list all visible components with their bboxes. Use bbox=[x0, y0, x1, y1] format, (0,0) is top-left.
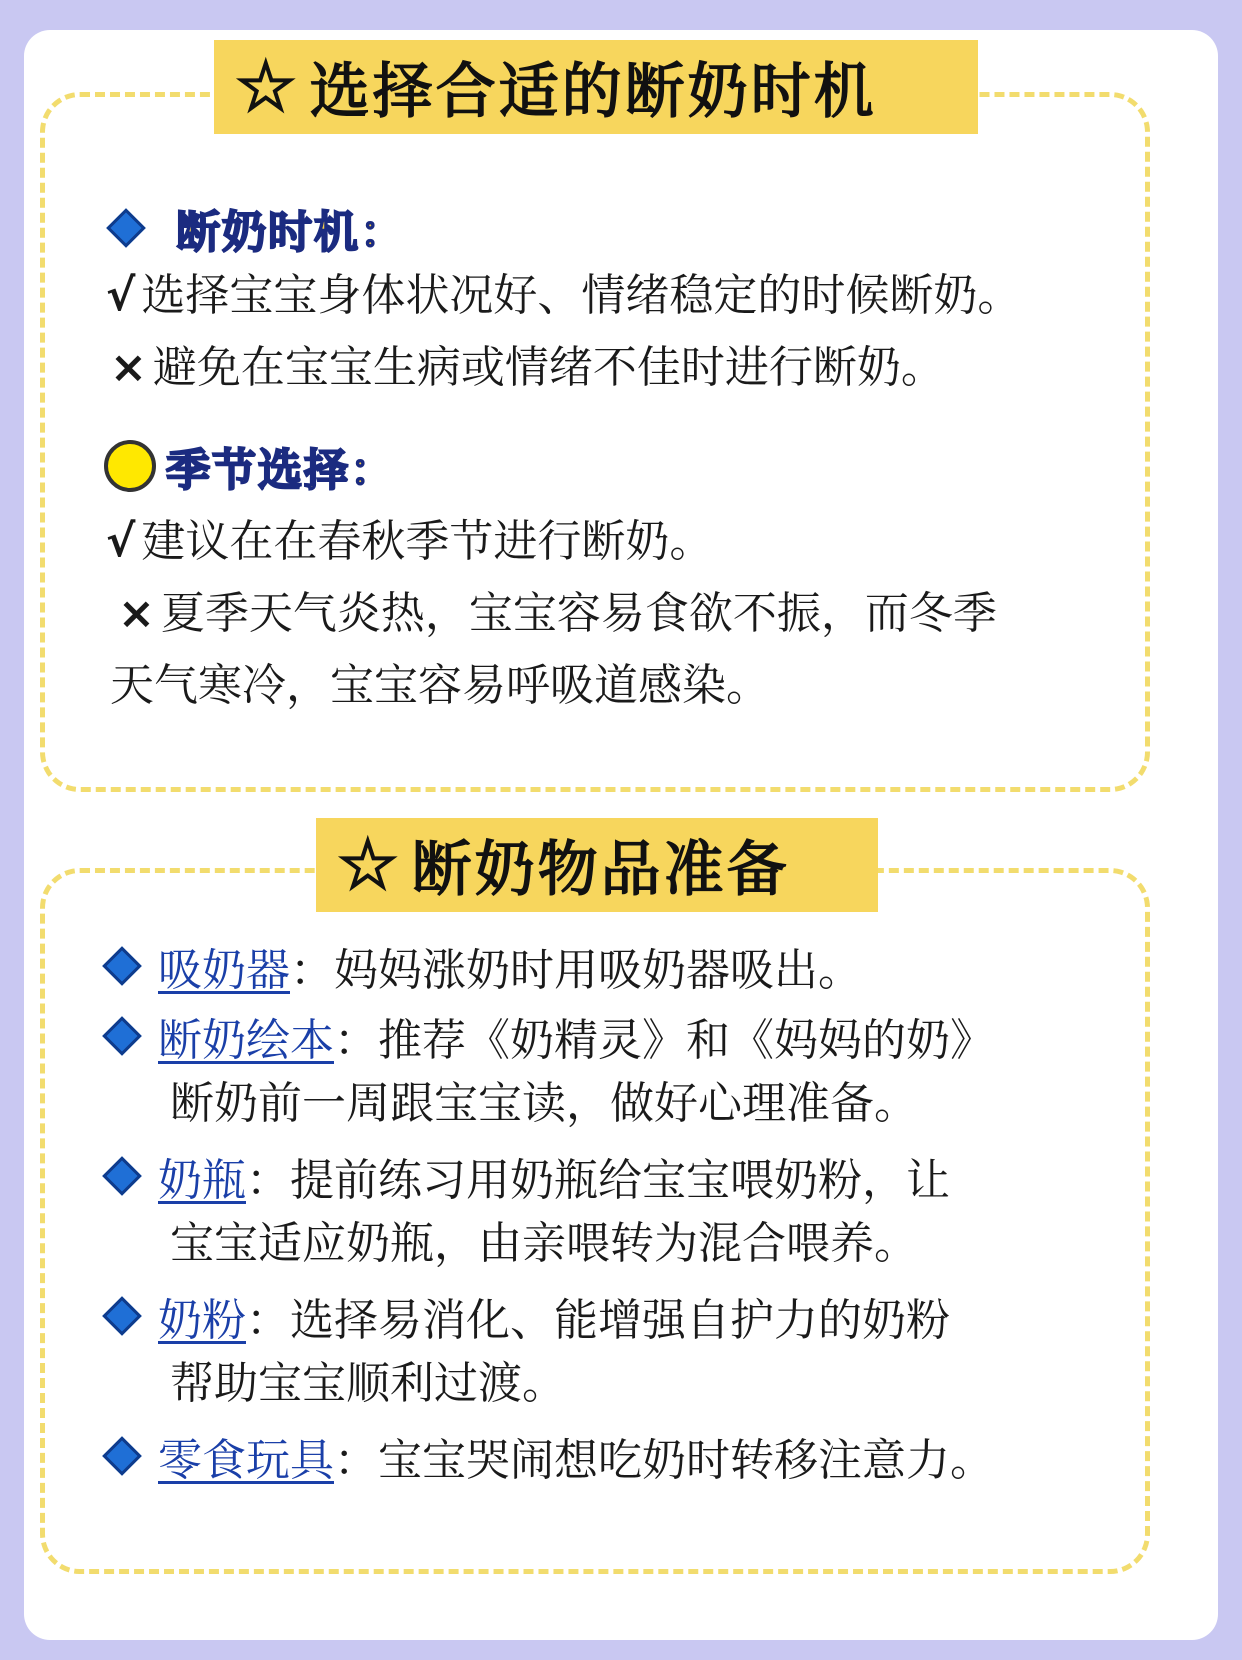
item-desc: ：宝宝哭闹想吃奶时转移注意力。 bbox=[334, 1435, 994, 1486]
star-icon: ★ bbox=[340, 828, 396, 901]
item-desc: ：推荐《奶精灵》和《妈妈的奶》 bbox=[334, 1015, 994, 1066]
item-continuation: 宝宝适应奶瓶，由亲喂转为混合喂养。 bbox=[170, 1218, 918, 1269]
item-term: 零食玩具 bbox=[158, 1435, 334, 1486]
cross-icon: × bbox=[118, 588, 155, 639]
section1-title: 选择合适的断奶时机 bbox=[309, 57, 877, 127]
season-heading: 季节选择： bbox=[166, 445, 396, 496]
item-continuation: 断奶前一周跟宝宝读，做好心理准备。 bbox=[170, 1078, 918, 1129]
list-item bbox=[108, 934, 862, 998]
list-item bbox=[108, 1284, 950, 1348]
section2-title: 断奶物品准备 bbox=[411, 835, 790, 905]
diamond-icon bbox=[102, 1436, 142, 1476]
list-item bbox=[108, 1004, 994, 1068]
star-icon: ★ bbox=[238, 50, 294, 123]
season-yes-line bbox=[106, 516, 714, 567]
season-no-text-1: 夏季天气炎热，宝宝容易食欲不振，而冬季 bbox=[160, 588, 997, 639]
season-yes-text: 建议在在春秋季节进行断奶。 bbox=[141, 516, 714, 567]
season-heading-row bbox=[104, 434, 396, 498]
item-desc: ：提前练习用奶瓶给宝宝喂奶粉，让 bbox=[246, 1155, 950, 1206]
check-icon: √ bbox=[106, 270, 136, 321]
timing-yes-line bbox=[106, 270, 1022, 321]
timing-heading-row bbox=[112, 196, 406, 260]
timing-yes-text: 选择宝宝身体状况好、情绪稳定的时候断奶。 bbox=[141, 270, 1022, 321]
section1-banner bbox=[214, 40, 978, 134]
item-term: 吸奶器 bbox=[158, 945, 290, 996]
check-icon: √ bbox=[106, 516, 136, 567]
item-term: 断奶绘本 bbox=[158, 1015, 334, 1066]
item-term: 奶粉 bbox=[158, 1295, 246, 1346]
item-term: 奶瓶 bbox=[158, 1155, 246, 1206]
cross-icon: × bbox=[110, 342, 147, 393]
diamond-icon bbox=[102, 946, 142, 986]
diamond-icon bbox=[102, 1156, 142, 1196]
season-no-text-2: 天气寒冷，宝宝容易呼吸道感染。 bbox=[110, 660, 770, 711]
timing-heading: 断奶时机： bbox=[176, 207, 406, 258]
timing-no-line bbox=[110, 342, 945, 393]
list-item bbox=[108, 1144, 950, 1208]
timing-no-text: 避免在宝宝生病或情绪不佳时进行断奶。 bbox=[152, 342, 945, 393]
item-continuation: 帮助宝宝顺利过渡。 bbox=[170, 1358, 566, 1409]
list-item bbox=[108, 1424, 994, 1488]
diamond-icon bbox=[106, 208, 146, 248]
season-no-line bbox=[118, 588, 997, 639]
diamond-icon bbox=[102, 1296, 142, 1336]
diamond-icon bbox=[102, 1016, 142, 1056]
sun-icon bbox=[104, 440, 156, 492]
item-desc: ：选择易消化、能增强自护力的奶粉 bbox=[246, 1295, 950, 1346]
item-desc: ：妈妈涨奶时用吸奶器吸出。 bbox=[290, 945, 862, 996]
section2-banner bbox=[316, 818, 878, 912]
